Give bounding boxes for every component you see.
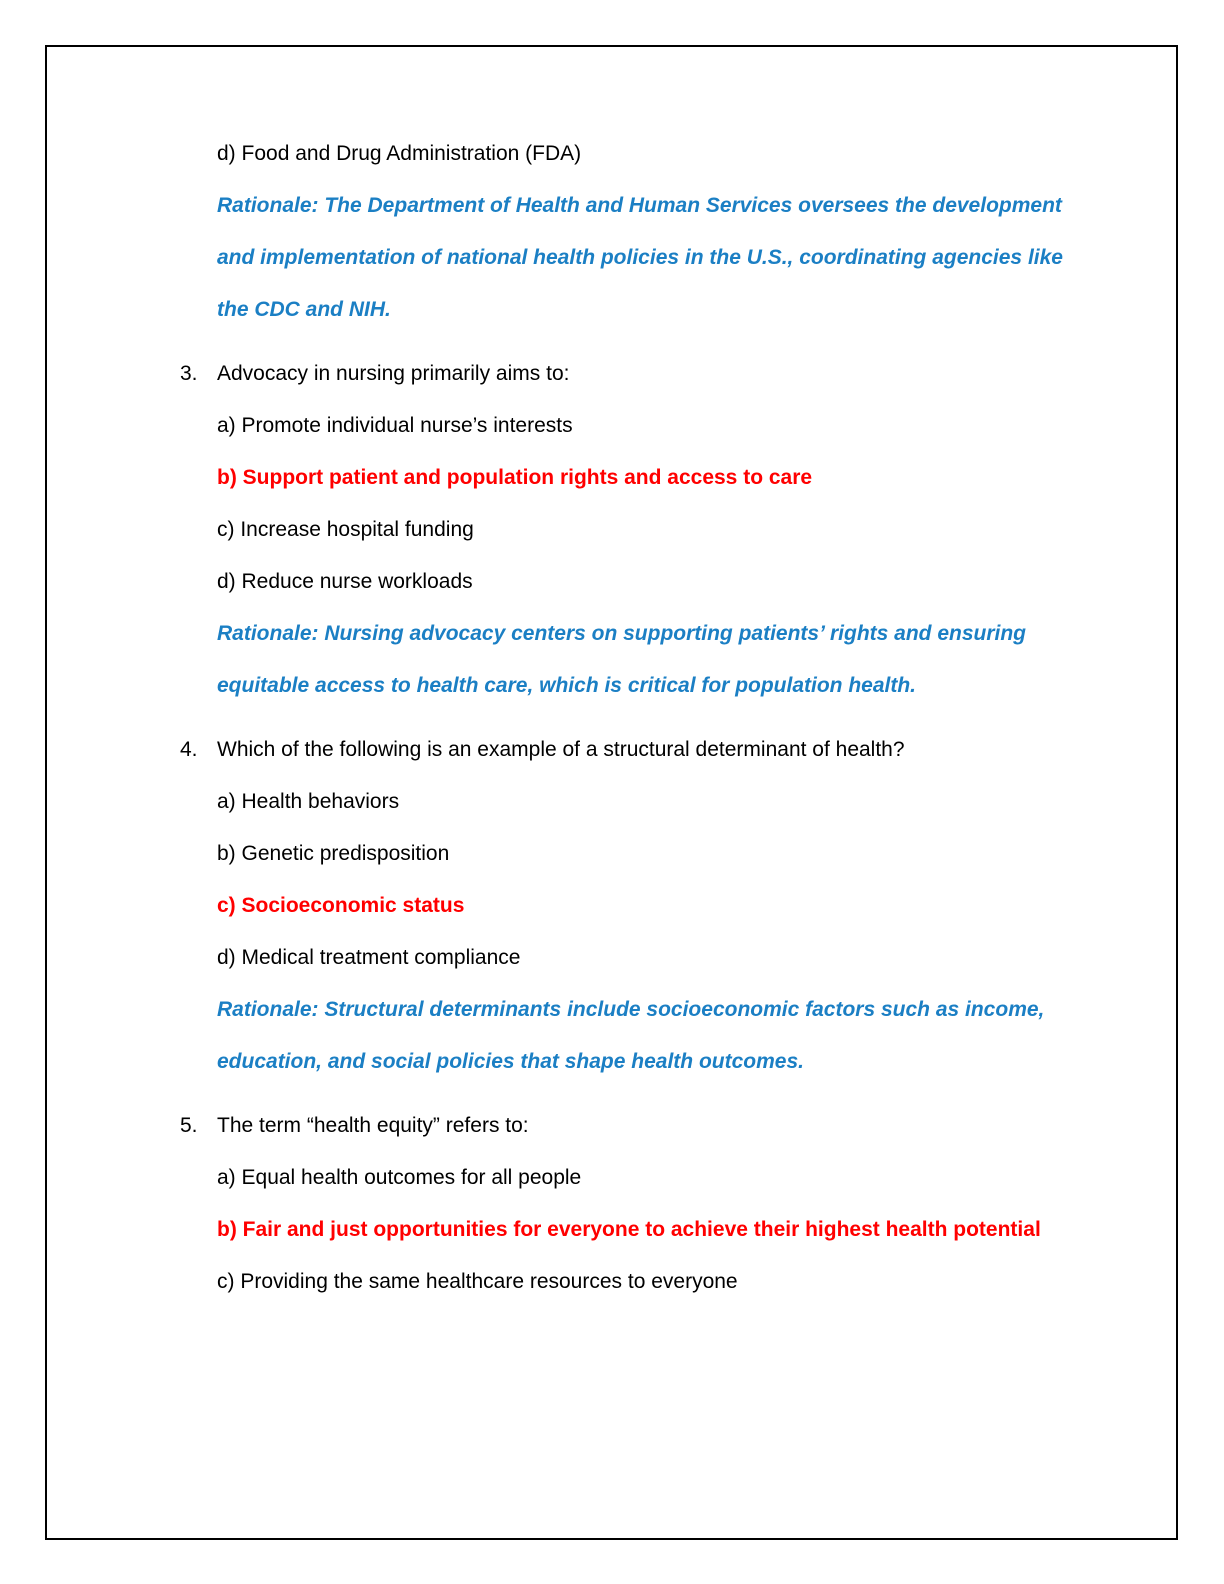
- option-line: a) Health behaviors: [217, 790, 400, 813]
- option-line: a) Equal health outcomes for all people: [217, 1166, 582, 1189]
- option-line: d) Medical treatment compliance: [217, 946, 521, 969]
- document-content: [180, 128, 1068, 1308]
- question-text: The term “health equity” refers to:: [217, 1114, 529, 1137]
- rationale-text: Rationale: The Department of Health and Human Services oversees the development and implementation of national health policies in the U.S., coordinating agencies like the CDC and NIH.: [217, 194, 1063, 321]
- option-line: c) Providing the same healthcare resources to everyone: [217, 1270, 738, 1293]
- option-line: d) Reduce nurse workloads: [217, 570, 473, 593]
- option-line: c) Increase hospital funding: [217, 518, 474, 541]
- question-number: 5.: [180, 1114, 198, 1137]
- rationale-text: Rationale: Nursing advocacy centers on supporting patients’ rights and ensuring equitable access to health care, which is critical for population health.: [217, 622, 1027, 697]
- option-line: a) Promote individual nurse’s interests: [217, 414, 573, 437]
- question-block: [180, 1100, 1068, 1152]
- rationale-text: Rationale: Structural determinants include socioeconomic factors such as income, education, and social policies that shape health outcomes.: [217, 998, 1045, 1073]
- question-block: [180, 724, 1068, 776]
- option-line-correct: b) Support patient and population rights and access to care: [217, 466, 813, 489]
- question-text: Advocacy in nursing primarily aims to:: [217, 362, 570, 385]
- option-line: d) Food and Drug Administration (FDA): [217, 142, 582, 165]
- option-line-correct: c) Socioeconomic status: [217, 894, 465, 917]
- question-block: [180, 348, 1068, 400]
- question-number: 4.: [180, 738, 198, 761]
- question-text: Which of the following is an example of a structural determinant of health?: [217, 738, 905, 761]
- question-number: 3.: [180, 362, 198, 385]
- option-line-correct: b) Fair and just opportunities for everyone to achieve their highest health potential: [217, 1218, 1041, 1241]
- option-line: b) Genetic predisposition: [217, 842, 450, 865]
